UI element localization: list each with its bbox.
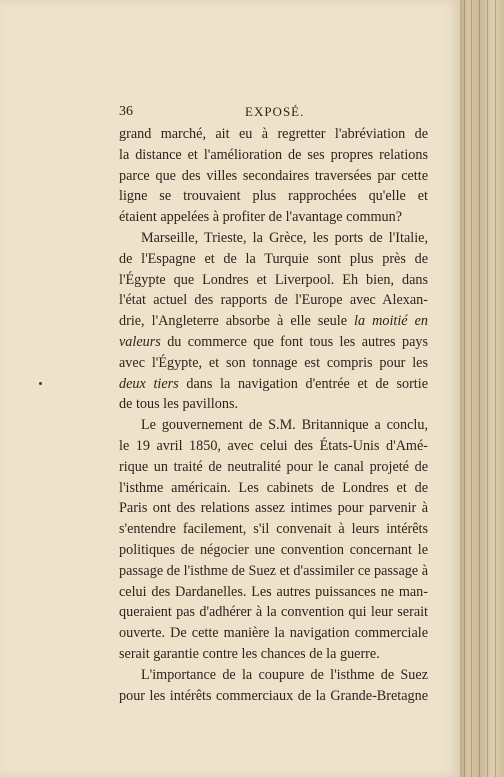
text-line: rique un traité de neutralité pour le canal projeté de [119,458,428,475]
text-run: dans la navigation d'entrée et de sortie [178,375,428,392]
text-line: grand marché, ait eu à regretter l'abréviation de [119,126,428,142]
text-line: celui des Dardanelles. Les autres puissances ne man- [119,583,428,600]
text-line: ligne se trouvaient plus rapprochées qu'elle et [119,188,428,205]
edge-line [487,0,488,777]
text-line [119,311,428,332]
text-line: serait garantie contre les chances de la guerre. [119,645,380,662]
body-text [119,124,428,706]
edge-line [479,0,480,777]
text-run: drie, l'Angleterre absorbe à elle seule [119,313,355,330]
running-head [119,104,429,120]
italic-text: deux tiers [119,375,179,392]
text-line: Le gouvernement de S.M. Britannique a conclu, [141,417,428,434]
text-line: parce que des villes secondaires traversées par cette [119,167,428,184]
running-title: EXPOSÉ. [245,104,305,119]
italic-text: valeurs [119,333,161,350]
edge-line [464,0,465,777]
margin-mark [39,382,42,385]
text-line: l'isthme américain. Les cabinets de Londres et de [119,479,428,496]
page-edge [460,0,504,777]
text-line: de tous les pavillons. [119,396,239,413]
text-line: politiques de négocier une convention concernant le [119,541,428,558]
text-line: avec l'Égypte, et son tonnage est compris pour les [119,354,428,371]
text-line: passage de l'isthme de Suez et d'assimiler ce passage à [119,562,428,579]
text-line [119,374,428,395]
text-run: du commerce que font tous les autres pays [160,333,428,350]
text-line: le 19 avril 1850, avec celui des États-Unis d'Amé- [119,437,428,454]
text-line [119,332,428,353]
text-line: Marseille, Trieste, la Grèce, les ports de l'Italie, [141,229,428,246]
text-line: ouverte. De cette manière la navigation commerciale [119,625,428,642]
text-line: s'entendre facilement, s'il convenait à leurs intérêts [119,521,428,538]
edge-line [471,0,472,777]
text-line: l'Égypte que Londres et Liverpool. Eh bien, dans [119,271,428,288]
text-line: Paris ont des relations assez intimes pour parvenir à [119,500,428,517]
text-line: queraient pas d'adhérer à la convention qui leur serait [119,604,428,621]
text-line: pour les intérêts commerciaux de la Grande-Bretagne [119,687,428,704]
text-line: l'état actuel des rapports de l'Europe avec Alexan- [119,292,428,309]
text-line: L'importance de la coupure de l'isthme de Suez [141,666,428,683]
text-line: de l'Espagne et de la Turquie sont plus près de [119,250,428,267]
text-line: étaient appelées à profiter de l'avantage commun? [119,209,403,226]
italic-text: la moitié en [354,313,428,330]
page-number: 36 [119,104,133,119]
edge-line [495,0,496,777]
text-line: la distance et l'amélioration de ses propres relations [119,146,428,163]
